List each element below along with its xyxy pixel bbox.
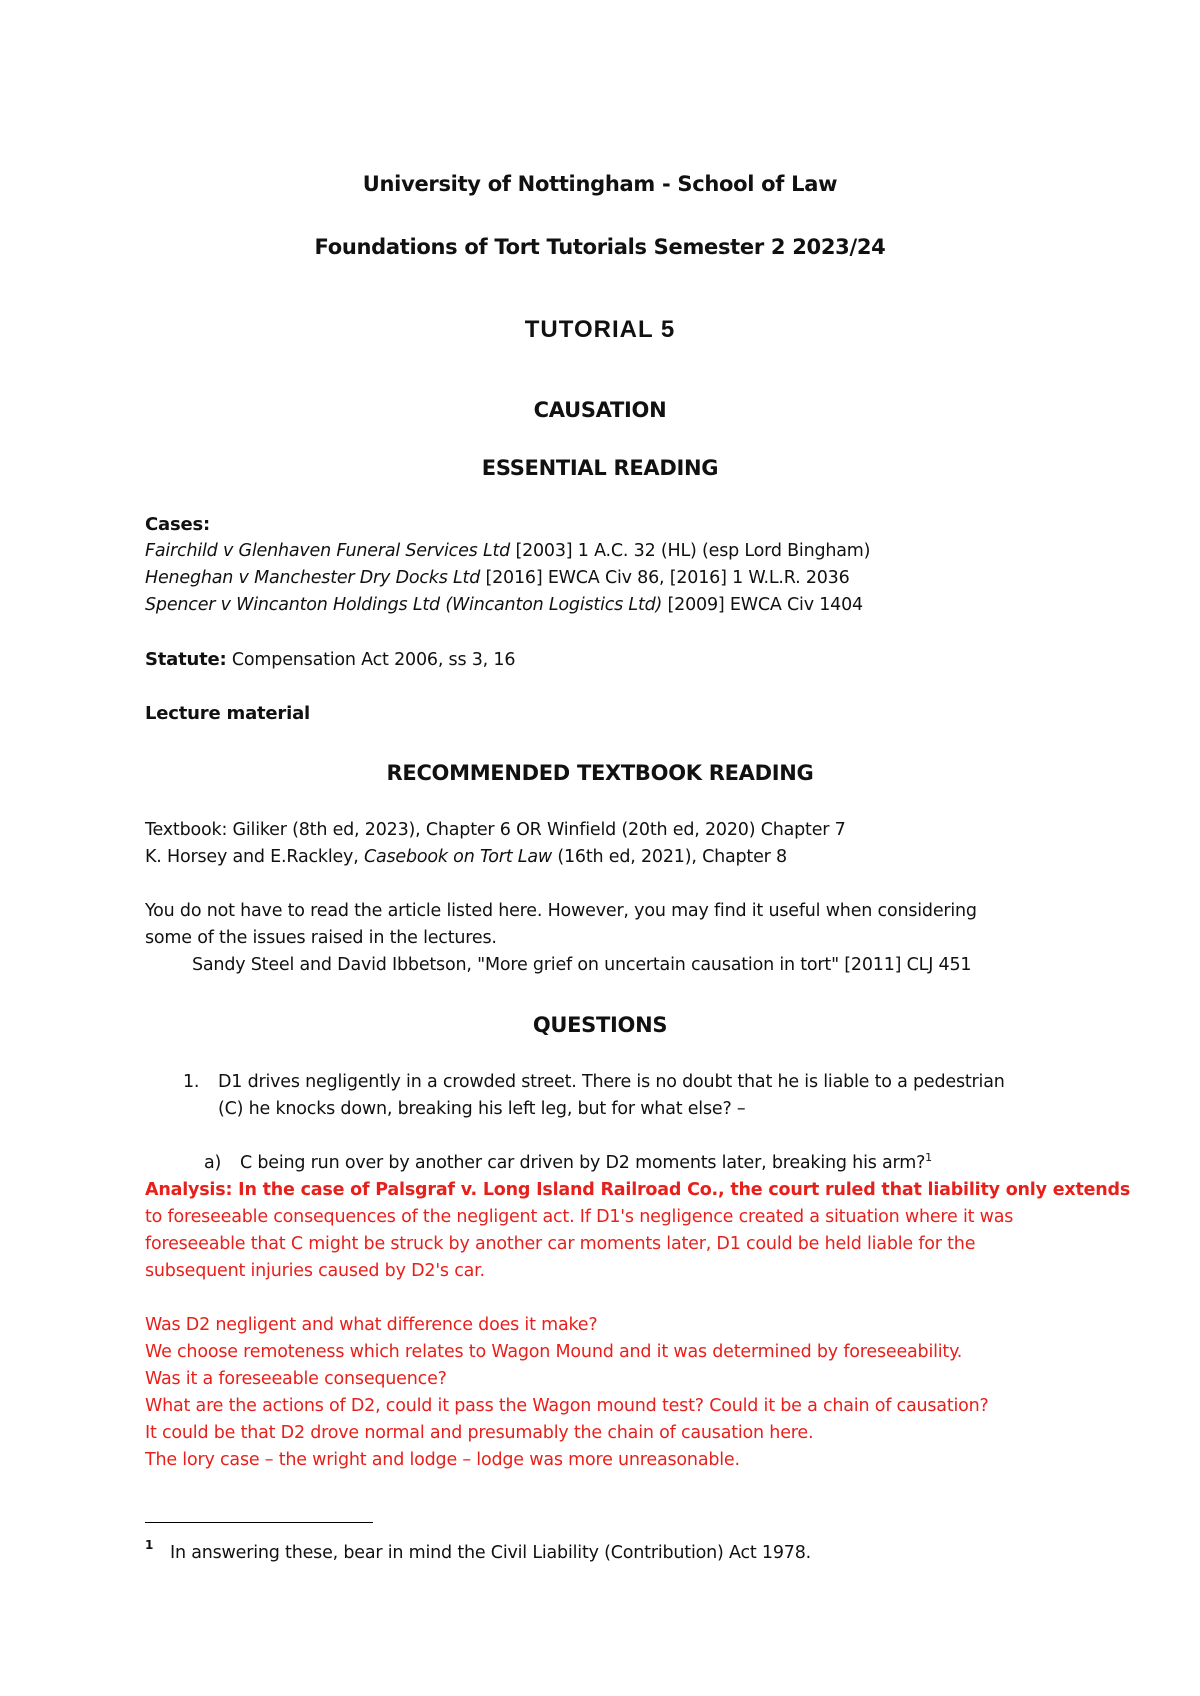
questions-heading: QUESTIONS bbox=[532, 1013, 668, 1037]
article-intro-line: some of the issues raised in the lectures. bbox=[145, 928, 497, 948]
statute-label: Statute: bbox=[145, 649, 227, 670]
subquestion-body: C being run over by another car driven by D2 moments later, breaking his arm? bbox=[240, 1153, 926, 1173]
case-name: Fairchild v Glenhaven Funeral Services Ltd bbox=[145, 541, 511, 561]
textbook-line: Textbook: Giliker (8th ed, 2023), Chapter 6 OR Winfield (20th ed, 2020) Chapter 7 bbox=[145, 820, 846, 840]
case-citation: [2003] 1 A.C. 32 (HL) (esp Lord Bingham) bbox=[510, 541, 871, 561]
cases-label: Cases: bbox=[145, 514, 210, 535]
footnote-reference: 1 bbox=[925, 1151, 932, 1165]
tutorial-number: TUTORIAL 5 bbox=[524, 316, 676, 343]
statute-line bbox=[145, 649, 515, 670]
analysis-line: foreseeable that C might be struck by another car moments later, D1 could be held liable for the bbox=[145, 1234, 976, 1254]
question-number: 1. bbox=[183, 1072, 200, 1092]
question-text: D1 drives negligently in a crowded street. There is no doubt that he is liable to a pedestrian bbox=[218, 1072, 1005, 1092]
analysis-line: subsequent injuries caused by D2's car. bbox=[145, 1261, 485, 1281]
subquestion-label: a) bbox=[204, 1153, 222, 1173]
case-item bbox=[145, 595, 863, 615]
statute-text: Compensation Act 2006, ss 3, 16 bbox=[226, 650, 516, 670]
note-line: The lory case – the wright and lodge – lodge was more unreasonable. bbox=[145, 1450, 740, 1470]
footnote-divider bbox=[145, 1522, 373, 1523]
question-text: (C) he knocks down, breaking his left leg, but for what else? – bbox=[218, 1099, 746, 1119]
case-item bbox=[145, 541, 870, 561]
casebook-authors: K. Horsey and E.Rackley, bbox=[145, 847, 364, 867]
course-title: Foundations of Tort Tutorials Semester 2 2023/24 bbox=[314, 235, 886, 259]
footnote-number: 1 bbox=[145, 1538, 154, 1552]
analysis-first-line: Analysis: In the case of Palsgraf v. Long Island Railroad Co., the court ruled that liability only extends bbox=[145, 1180, 1131, 1200]
case-name: Spencer v Wincanton Holdings Ltd (Wincanton Logistics Ltd) bbox=[145, 595, 663, 615]
case-item bbox=[145, 568, 850, 588]
lecture-material: Lecture material bbox=[145, 703, 310, 724]
analysis-line bbox=[145, 1180, 1130, 1200]
essential-reading-heading: ESSENTIAL READING bbox=[481, 456, 719, 480]
case-citation: [2009] EWCA Civ 1404 bbox=[662, 595, 863, 615]
topic-heading: CAUSATION bbox=[533, 398, 667, 422]
casebook-edition: (16th ed, 2021), Chapter 8 bbox=[552, 847, 787, 867]
recommended-heading: RECOMMENDED TEXTBOOK READING bbox=[386, 761, 814, 785]
university-title: University of Nottingham - School of Law bbox=[362, 172, 838, 196]
note-line: It could be that D2 drove normal and presumably the chain of causation here. bbox=[145, 1423, 814, 1443]
casebook-title: Casebook on Tort Law bbox=[363, 847, 552, 867]
case-name: Heneghan v Manchester Dry Docks Ltd bbox=[145, 568, 481, 588]
footnote-text: In answering these, bear in mind the Civil Liability (Contribution) Act 1978. bbox=[170, 1543, 812, 1563]
article-citation: Sandy Steel and David Ibbetson, "More grief on uncertain causation in tort" [2011] CLJ 451 bbox=[192, 955, 972, 975]
article-intro-line: You do not have to read the article listed here. However, you may find it useful when considering bbox=[145, 901, 977, 921]
case-citation: [2016] EWCA Civ 86, [2016] 1 W.L.R. 2036 bbox=[480, 568, 850, 588]
note-line: We choose remoteness which relates to Wagon Mound and it was determined by foreseeability. bbox=[145, 1342, 963, 1362]
note-line: What are the actions of D2, could it pass the Wagon mound test? Could it be a chain of causation? bbox=[145, 1396, 989, 1416]
note-line: Was it a foreseeable consequence? bbox=[145, 1369, 447, 1389]
analysis-line: to foreseeable consequences of the negligent act. If D1's negligence created a situation where it was bbox=[145, 1207, 1014, 1227]
subquestion-text bbox=[240, 1153, 932, 1173]
note-line: Was D2 negligent and what difference does it make? bbox=[145, 1315, 598, 1335]
casebook-line bbox=[145, 847, 787, 867]
